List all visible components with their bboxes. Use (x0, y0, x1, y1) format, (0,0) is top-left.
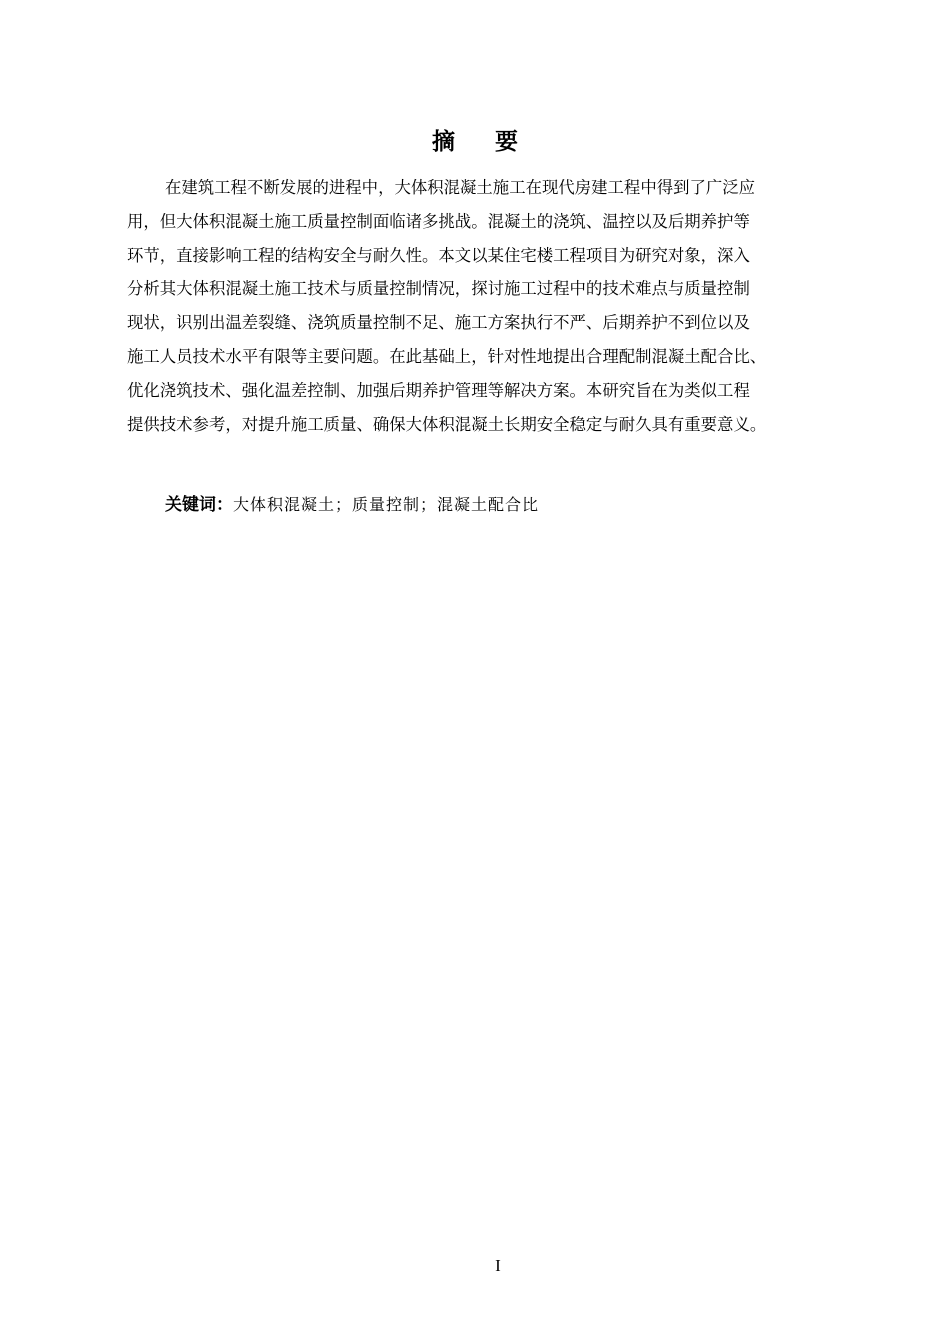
abstract-line: 优化浇筑技术、强化温差控制、加强后期养护管理等解决方案。本研究旨在为类似工程 (127, 380, 750, 400)
keywords-values: 大体积混凝土；质量控制；混凝土配合比 (233, 495, 540, 514)
keywords-label: 关键词： (165, 495, 233, 515)
abstract-line: 施工人员技术水平有限等主要问题。在此基础上，针对性地提出合理配制混凝土配合比、 (127, 346, 767, 366)
abstract-line: 环节，直接影响工程的结构安全与耐久性。本文以某住宅楼工程项目为研究对象，深入 (127, 245, 750, 265)
page-number: I (495, 1256, 501, 1275)
abstract-line: 在建筑工程不断发展的进程中，大体积混凝土施工在现代房建工程中得到了广泛应 (165, 178, 756, 197)
abstract-line: 分析其大体积混凝土施工技术与质量控制情况，探讨施工过程中的技术难点与质量控制 (127, 279, 750, 299)
abstract-line: 用，但大体积混凝土施工质量控制面临诸多挑战。混凝土的浇筑、温控以及后期养护等 (127, 211, 750, 231)
abstract-title: 摘要 (432, 129, 558, 155)
abstract-body (127, 171, 887, 441)
abstract-line: 提供技术参考，对提升施工质量、确保大体积混凝土长期安全稳定与耐久具有重要意义。 (127, 414, 767, 434)
abstract-line: 现状，识别出温差裂缝、浇筑质量控制不足、施工方案执行不严、后期养护不到位以及 (127, 313, 750, 333)
keywords-row (165, 489, 539, 521)
